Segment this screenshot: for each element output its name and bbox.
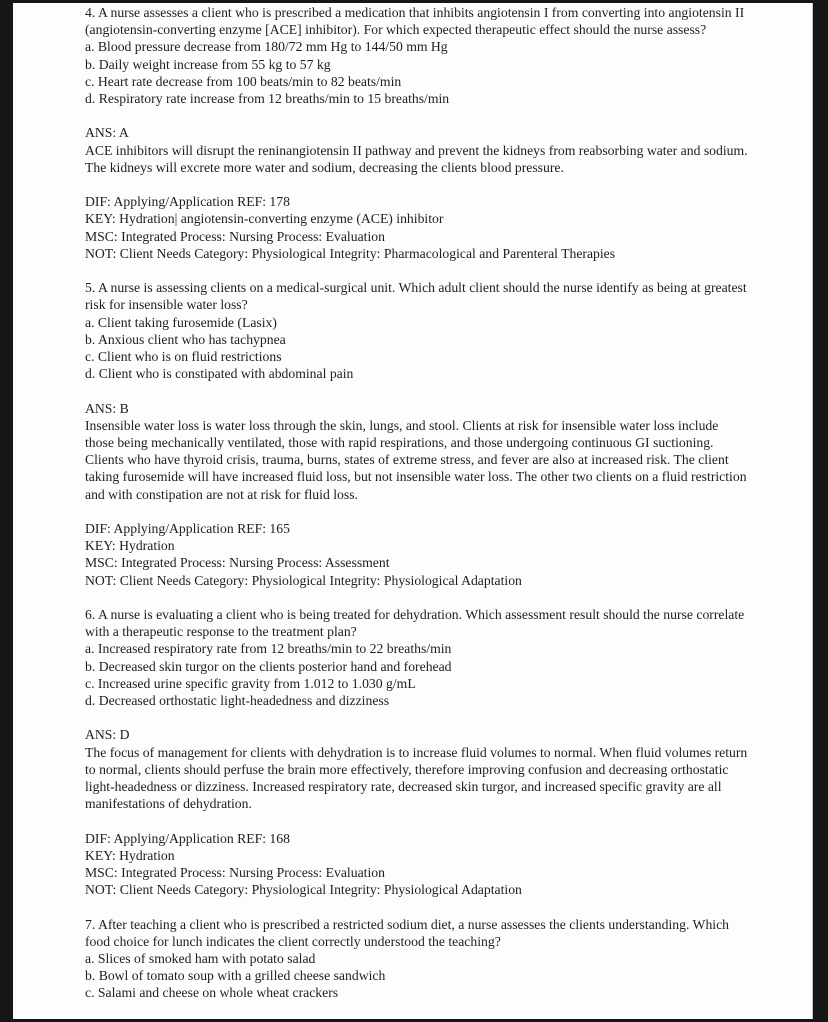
option-letter: b. <box>85 968 96 984</box>
meta-label: KEY: <box>85 538 116 554</box>
answer-option <box>85 984 750 1001</box>
meta-label: DIF: <box>85 521 111 537</box>
option-letter: d. <box>85 693 96 709</box>
paragraph-gap <box>85 898 750 915</box>
option-text: Respiratory rate increase from 12 breaths/min to 15 breaths/min <box>98 91 450 107</box>
answer-option <box>85 73 750 90</box>
meta-text: Client Needs Category: Physiological Integrity: Physiological Adaptation <box>119 572 522 588</box>
meta-text: Integrated Process: Nursing Process: Evaluation <box>121 865 385 881</box>
meta-text: Client Needs Category: Physiological Integrity: Physiological Adaptation <box>119 882 522 898</box>
option-text: Heart rate decrease from 100 beats/min to 82 beats/min <box>97 73 402 89</box>
meta-label: NOT: <box>85 882 117 898</box>
question-number: 7. <box>85 916 96 932</box>
meta-text: Client Needs Category: Physiological Integrity: Pharmacological and Parenteral Therapies <box>119 245 616 261</box>
answer-label: ANS: <box>85 727 117 743</box>
option-letter: c. <box>85 985 95 1001</box>
answer-option <box>85 658 750 675</box>
answer-line <box>85 400 750 417</box>
option-letter: c. <box>85 349 95 365</box>
paragraph-gap <box>85 589 750 606</box>
question-number: 4. <box>85 5 96 20</box>
option-letter: d. <box>85 91 96 107</box>
answer-rationale: Insensible water loss is water loss through the skin, lungs, and stool. Clients at risk for insensible water loss include those being mechanically ventilated, those with rapid respirations, and those undergoing continuous GI suctioning. Clients who have thyroid crisis, trauma, burns, states of extreme stress, and fever are also at increased risk. The client taking furosemide will have increased fluid loss, but not insensible water loss. The other two clients on a fluid restriction and with constipation are not at risk for fluid loss. <box>85 417 747 502</box>
question-block <box>85 916 750 1002</box>
answer-option <box>85 331 750 348</box>
meta-label: NOT: <box>85 245 117 261</box>
answer-value: B <box>119 400 129 416</box>
option-text: Anxious client who has tachypnea <box>97 331 286 347</box>
meta-label: NOT: <box>85 572 117 588</box>
answer-option <box>85 365 750 382</box>
option-letter: a. <box>85 314 95 330</box>
meta-text: Integrated Process: Nursing Process: Evaluation <box>121 228 385 244</box>
paragraph-gap <box>85 503 750 520</box>
answer-line <box>85 726 750 743</box>
question-stem-text: A nurse assesses a client who is prescribed a medication that inhibits angiotensin I from converting into angiotensin II (angiotensin-converting enzyme [ACE] inhibitor). For which expected therapeutic effect should the nurse assess? <box>85 5 745 38</box>
meta-line <box>85 881 750 898</box>
answer-label: ANS: <box>85 125 117 141</box>
meta-label: KEY: <box>85 211 116 227</box>
answer-value: D <box>119 727 130 743</box>
answer-option <box>85 314 750 331</box>
option-text: Decreased skin turgor on the clients posterior hand and forehead <box>98 658 452 674</box>
answer-rationale: The focus of management for clients with dehydration is to increase fluid volumes to normal. When fluid volumes return to normal, clients should perfuse the brain more effectively, therefore improving confusion and decreasing orthostatic light-headedness or dizziness. Increased respiratory rate, decreased skin turgor, and increased specific gravity are all manifestations of dehydration. <box>85 744 748 812</box>
answer-rationale: ACE inhibitors will disrupt the reninangiotensin II pathway and prevent the kidneys from reabsorbing water and sodium. The kidneys will excrete more water and sodium, decreasing the clients blood pressure. <box>85 142 748 175</box>
answer-option <box>85 692 750 709</box>
meta-line <box>85 554 750 571</box>
paragraph-gap <box>85 176 750 193</box>
meta-line <box>85 864 750 881</box>
meta-label: DIF: <box>85 830 111 846</box>
paragraph-gap <box>85 812 750 829</box>
question-block <box>85 606 750 916</box>
option-text: Blood pressure decrease from 180/72 mm Hg to 144/50 mm Hg <box>97 39 448 55</box>
question-stem <box>85 4 750 38</box>
option-letter: b. <box>85 331 96 347</box>
paragraph-gap <box>85 262 750 279</box>
option-letter: d. <box>85 366 96 382</box>
document-page <box>13 3 813 1019</box>
meta-line <box>85 520 750 537</box>
meta-text: Applying/Application REF: 165 <box>113 521 290 537</box>
meta-label: MSC: <box>85 228 118 244</box>
question-stem <box>85 606 750 640</box>
question-stem-text: A nurse is assessing clients on a medical-surgical unit. Which adult client should the nurse identify as being at greatest risk for insensible water loss? <box>85 280 747 313</box>
option-letter: a. <box>85 39 95 55</box>
meta-line <box>85 830 750 847</box>
meta-line <box>85 847 750 864</box>
meta-label: MSC: <box>85 865 118 881</box>
answer-option <box>85 90 750 107</box>
question-block <box>85 279 750 606</box>
meta-line <box>85 245 750 262</box>
option-text: Slices of smoked ham with potato salad <box>97 951 316 967</box>
option-letter: c. <box>85 73 95 89</box>
question-stem <box>85 279 750 313</box>
paragraph-gap <box>85 709 750 726</box>
answer-option <box>85 38 750 55</box>
answer-option <box>85 56 750 73</box>
question-number: 6. <box>85 607 96 623</box>
answer-option <box>85 675 750 692</box>
option-text: Decreased orthostatic light-headedness and dizziness <box>98 693 390 709</box>
answer-option <box>85 967 750 984</box>
option-text: Daily weight increase from 55 kg to 57 kg <box>98 56 331 72</box>
answer-option <box>85 950 750 967</box>
option-text: Client taking furosemide (Lasix) <box>97 314 277 330</box>
meta-text: Hydration| angiotensin-converting enzyme (ACE) inhibitor <box>119 211 444 227</box>
option-letter: b. <box>85 56 96 72</box>
paragraph-gap <box>85 107 750 124</box>
answer-option <box>85 348 750 365</box>
option-text: Client who is constipated with abdominal pain <box>98 366 354 382</box>
answer-option <box>85 640 750 657</box>
meta-line <box>85 210 750 227</box>
meta-text: Hydration <box>119 847 175 863</box>
meta-label: DIF: <box>85 194 111 210</box>
meta-line <box>85 537 750 554</box>
option-text: Salami and cheese on whole wheat crackers <box>97 985 339 1001</box>
option-letter: c. <box>85 675 95 691</box>
meta-label: KEY: <box>85 847 116 863</box>
option-text: Client who is on fluid restrictions <box>97 349 282 365</box>
option-text: Increased respiratory rate from 12 breaths/min to 22 breaths/min <box>97 641 452 657</box>
meta-text: Hydration <box>119 538 175 554</box>
meta-text: Integrated Process: Nursing Process: Assessment <box>121 555 390 571</box>
answer-label: ANS: <box>85 400 117 416</box>
question-stem-text: After teaching a client who is prescribed a restricted sodium diet, a nurse assesses the clients understanding. Which food choice for lunch indicates the client correctly understood the teaching? <box>85 916 730 949</box>
option-text: Increased urine specific gravity from 1.012 to 1.030 g/mL <box>97 675 416 691</box>
option-letter: a. <box>85 951 95 967</box>
question-stem <box>85 916 750 950</box>
meta-line <box>85 228 750 245</box>
document-content <box>85 3 750 1002</box>
paragraph-gap <box>85 382 750 399</box>
meta-text: Applying/Application REF: 178 <box>113 194 290 210</box>
question-number: 5. <box>85 280 96 296</box>
meta-line <box>85 572 750 589</box>
question-stem-text: A nurse is evaluating a client who is being treated for dehydration. Which assessment result should the nurse correlate with a therapeutic response to the treatment plan? <box>85 607 745 640</box>
question-block <box>85 4 750 279</box>
option-text: Bowl of tomato soup with a grilled cheese sandwich <box>98 968 386 984</box>
meta-text: Applying/Application REF: 168 <box>113 830 290 846</box>
option-letter: a. <box>85 641 95 657</box>
answer-line <box>85 124 750 141</box>
meta-line <box>85 193 750 210</box>
option-letter: b. <box>85 658 96 674</box>
answer-value: A <box>118 125 129 141</box>
meta-label: MSC: <box>85 555 118 571</box>
